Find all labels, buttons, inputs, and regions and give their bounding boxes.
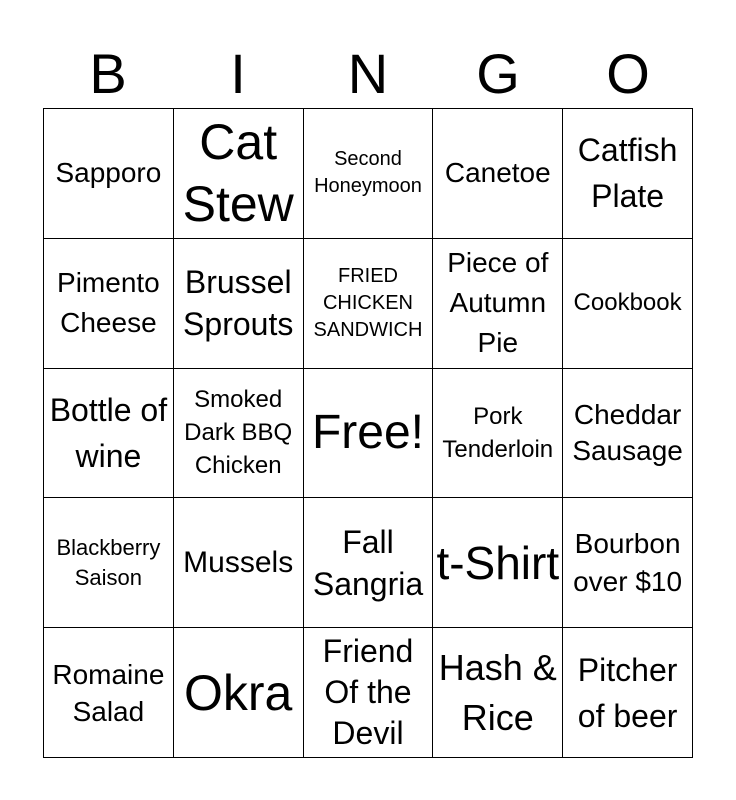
- bingo-cell[interactable]: [174, 628, 304, 758]
- cell-label: Second Honeymoon: [314, 148, 422, 198]
- bingo-cell[interactable]: [304, 498, 434, 628]
- cell-label: Sapporo: [55, 157, 162, 189]
- cell-label: Friend Of the Devil: [322, 633, 414, 752]
- bingo-cell[interactable]: [304, 369, 434, 499]
- bingo-cell[interactable]: [563, 498, 693, 628]
- cell-label: Bottle of wine: [49, 391, 168, 474]
- bingo-cell[interactable]: [174, 239, 304, 369]
- cell-label: Brussel Sprouts: [183, 264, 294, 343]
- bingo-cell[interactable]: [174, 369, 304, 499]
- cell-label: Catfish Plate: [577, 132, 678, 215]
- cell-label: Blackberry Saison: [56, 534, 161, 590]
- bingo-cell[interactable]: [174, 498, 304, 628]
- bingo-cell[interactable]: [563, 239, 693, 369]
- header-letter-i: I: [230, 42, 246, 105]
- cell-label: Romaine Salad: [52, 658, 165, 727]
- bingo-cell[interactable]: [563, 109, 693, 239]
- bingo-cell[interactable]: [44, 239, 174, 369]
- header-letter-g: G: [476, 42, 520, 105]
- cell-label: Pitcher of beer: [577, 651, 678, 734]
- bingo-header: [43, 40, 693, 108]
- bingo-cell[interactable]: [433, 369, 563, 499]
- cell-label: Cookbook: [573, 289, 682, 317]
- bingo-cell[interactable]: [563, 369, 693, 499]
- header-letter-b: B: [89, 42, 127, 105]
- cell-label: Hash & Rice: [438, 646, 557, 738]
- cell-label: Pork Tenderloin: [442, 402, 554, 463]
- cell-label: Pimento Cheese: [57, 267, 160, 339]
- bingo-cell[interactable]: [44, 369, 174, 499]
- bingo-cell[interactable]: [433, 498, 563, 628]
- cell-label: Cheddar Sausage: [572, 398, 683, 466]
- bingo-cell[interactable]: [304, 628, 434, 758]
- cell-label: Free!: [311, 405, 424, 459]
- bingo-cell[interactable]: [433, 239, 563, 369]
- header-letter-o: O: [606, 42, 650, 105]
- cell-label: Bourbon over $10: [573, 527, 683, 597]
- cell-label: Smoked Dark BBQ Chicken: [184, 386, 293, 480]
- bingo-cell[interactable]: [304, 239, 434, 369]
- cell-label: t-Shirt: [436, 536, 560, 589]
- cell-label: Canetoe: [444, 157, 551, 189]
- cell-label: Okra: [184, 664, 293, 721]
- cell-label: Mussels: [183, 545, 294, 579]
- bingo-cell[interactable]: [433, 628, 563, 758]
- bingo-cell[interactable]: [433, 109, 563, 239]
- bingo-cell[interactable]: [563, 628, 693, 758]
- bingo-cell[interactable]: [44, 498, 174, 628]
- bingo-cell[interactable]: [304, 109, 434, 239]
- bingo-cell[interactable]: [44, 628, 174, 758]
- bingo-cell[interactable]: [44, 109, 174, 239]
- bingo-cell[interactable]: [174, 109, 304, 239]
- cell-label: Cat Stew: [182, 114, 294, 233]
- cell-label: Fall Sangria: [312, 523, 424, 602]
- bingo-board: [43, 108, 693, 758]
- header-letter-n: N: [347, 42, 389, 105]
- cell-label: FRIED CHICKEN SANDWICH: [313, 264, 423, 341]
- cell-label: Piece of Autumn Pie: [447, 247, 549, 359]
